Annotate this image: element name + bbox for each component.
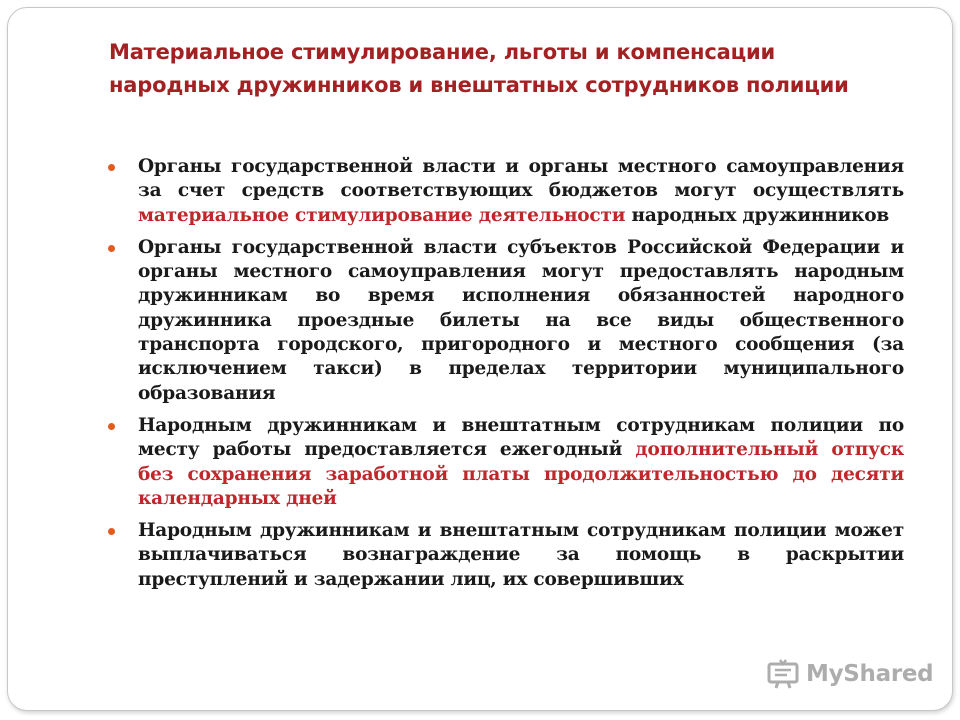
bullet-list — [108, 155, 904, 600]
list-item — [108, 414, 904, 511]
slide-title-line-1: Материальное стимулирование, льготы и компенсации — [109, 40, 775, 64]
bullet-dot-icon — [108, 528, 115, 535]
myshared-logo-icon — [766, 658, 800, 690]
list-item-text-part: Органы государственной власти и органы местного самоуправления за счет средств соответствующих бюджетов могут осуществлять — [138, 156, 904, 202]
list-item — [108, 236, 904, 406]
list-item — [108, 519, 904, 592]
bullet-dot-icon — [108, 423, 115, 430]
watermark[interactable] — [766, 656, 933, 692]
slide-title-line-2: народных дружинников и внештатных сотрудников полиции — [109, 73, 849, 97]
list-item-text-part: народных дружинников — [625, 204, 890, 226]
watermark-text: MyShared — [806, 661, 934, 687]
list-item-text-part: Народным дружинникам и внештатным сотрудникам полиции по месту работы предоставляется ежегодный — [138, 414, 904, 461]
list-item-text — [138, 414, 904, 511]
bullet-dot-icon — [108, 164, 115, 171]
bullet-dot-icon — [108, 245, 115, 252]
list-item-text-part: Народным дружинникам и внештатным сотрудникам полиции может выплачиваться вознаграждение за помощь в раскрытии преступлений и задержании лиц, их совершивших — [138, 520, 904, 590]
slide-title — [109, 36, 909, 102]
list-item-text-part: Органы государственной власти субъектов Российской Федерации и органы местного самоуправления могут предоставлять народным дружинникам во время исполнения обязанностей народного дружинника проездные билеты на все виды общественного транспорта городского, пригородного и местного сообщения (за исключением такси) в пределах территории муниципального образования — [138, 236, 904, 404]
list-item-text — [138, 155, 904, 228]
list-item-text — [138, 236, 904, 406]
highlighted-text: материальное стимулирование деятельности — [138, 204, 626, 226]
highlighted-text: дополнительный отпуск без сохранения заработной платы продолжительностью до десяти календарных дней — [138, 439, 904, 509]
list-item — [108, 155, 904, 228]
list-item-text — [138, 519, 904, 592]
